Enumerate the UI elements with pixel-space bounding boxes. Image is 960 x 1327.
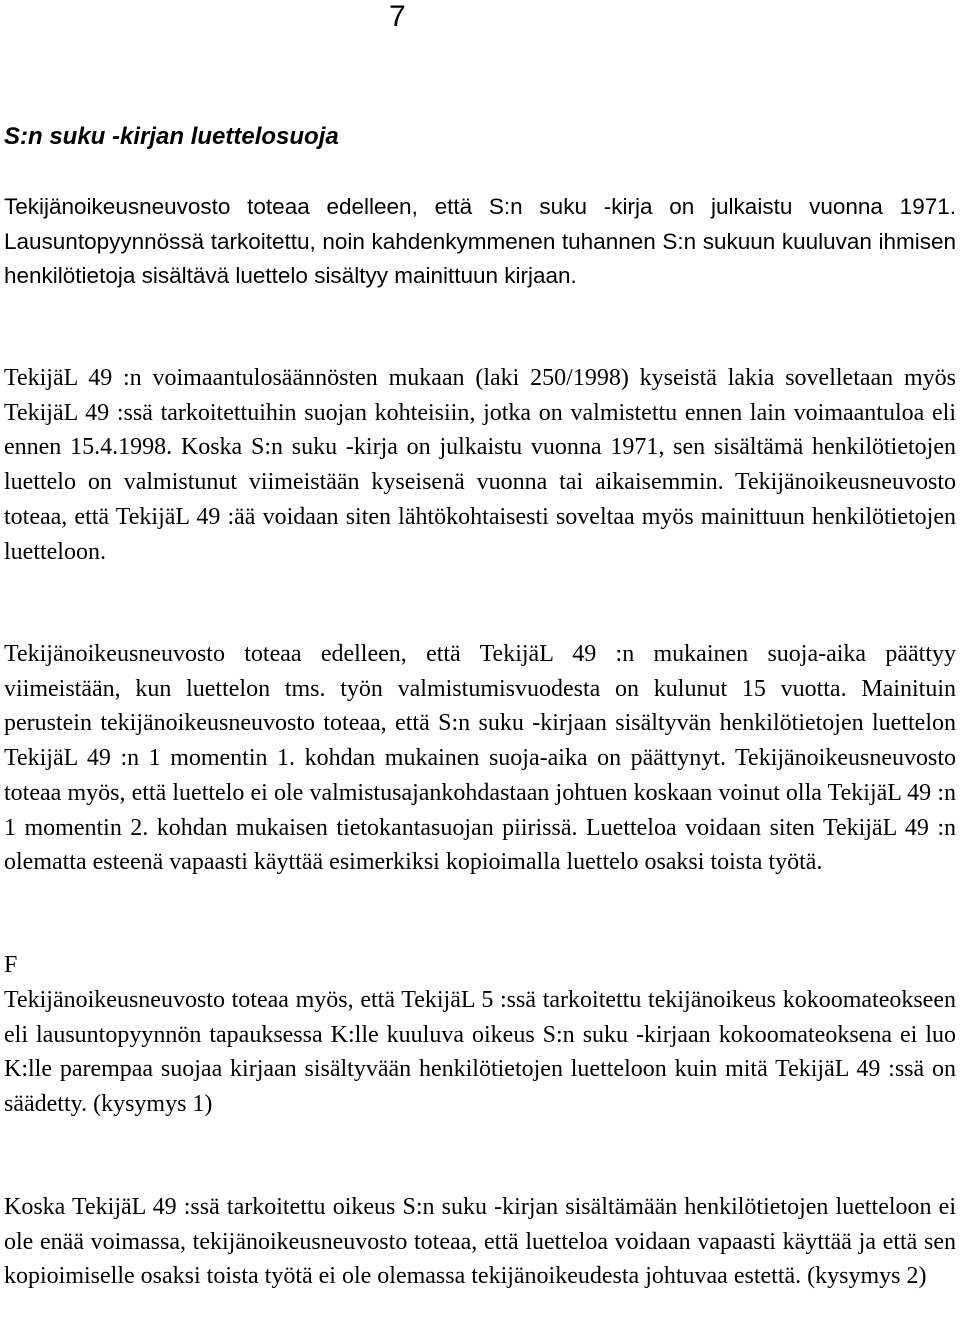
- section-marker: F: [4, 952, 18, 978]
- paragraph-protection-period: Tekijänoikeusneuvosto toteaa edelleen, että TekijäL 49 :n mukainen suoja-aika päättyy viimeistään, kun luettelon tms. työn valmistumisvuodesta on kulunut 15 vuotta. Mainituin perustein tekijänoikeusneuvosto toteaa, että S:n suku -kirjaan sisältyvän henkilötietojen luettelon TekijäL 49 :n 1 momentin 1. kohdan mukainen suoja-aika on päättynyt. Tekijänoikeusneuvosto toteaa myös, että luettelo ei ole valmistusajankohdastaan johtuen koskaan voinut olla TekijäL 49 :n 1 momentin 2. kohdan mukaisen tietokantasuojan piirissä. Luetteloa voidaan siten TekijäL 49 :n olematta esteenä vapaasti käyttää esimerkiksi kopioimalla luettelo osaksi toista työtä.: [4, 641, 956, 876]
- page-number: 7: [389, 0, 406, 33]
- paragraph-transitional-provisions: TekijäL 49 :n voimaantulosäännösten mukaan (laki 250/1998) kyseistä lakia sovelletaan myös TekijäL 49 :ssä tarkoitettuihin suojan kohteisiin, jotka on valmistettu ennen lain voimaantuloa eli ennen 15.4.1998. Koska S:n suku -kirja on julkaistu vuonna 1971, sen sisältämä henkilötietojen luettelo on valmistunut viimeistään kyseisenä vuonna tai aikaisemmin. Tekijänoikeusneuvosto toteaa, että TekijäL 49 :ää voidaan siten lähtökohtaisesti soveltaa myös mainittuun henkilötietojen luetteloon.: [4, 365, 956, 565]
- paragraph-publication-year: Tekijänoikeusneuvosto toteaa edelleen, että S:n suku -kirja on julkaistu vuonna 1971. Lausuntopyynnössä tarkoitettu, noin kahdenkymmenen tuhannen S:n sukuun kuuluvan ihmisen henkilötietoja sisältävä luettelo sisältyy mainittuun kirjaan.: [4, 194, 956, 288]
- section-heading: S:n suku -kirjan luettelosuoja: [4, 123, 339, 150]
- paragraph-conclusion: Koska TekijäL 49 :ssä tarkoitettu oikeus S:n suku -kirjan sisältämään henkilötietojen luetteloon ei ole enää voimassa, tekijänoikeusneuvosto toteaa, että luetteloa voidaan vapaasti käyttää ja että sen kopioimiselle osaksi toista työtä ei ole olemassa tekijänoikeudesta johtuvaa estettä. (kysymys 2): [4, 1194, 956, 1290]
- paragraph-compilation-copyright: Tekijänoikeusneuvosto toteaa myös, että TekijäL 5 :ssä tarkoitettu tekijänoikeus kokoomateokseen eli lausuntopyynnön tapauksessa K:lle kuuluva oikeus S:n suku -kirjaan kokoomateoksena ei luo K:lle parempaa suojaa kirjaan sisältyvään henkilötietojen luetteloon kuin mitä TekijäL 49 :ssä on säädetty. (kysymys 1): [4, 987, 956, 1118]
